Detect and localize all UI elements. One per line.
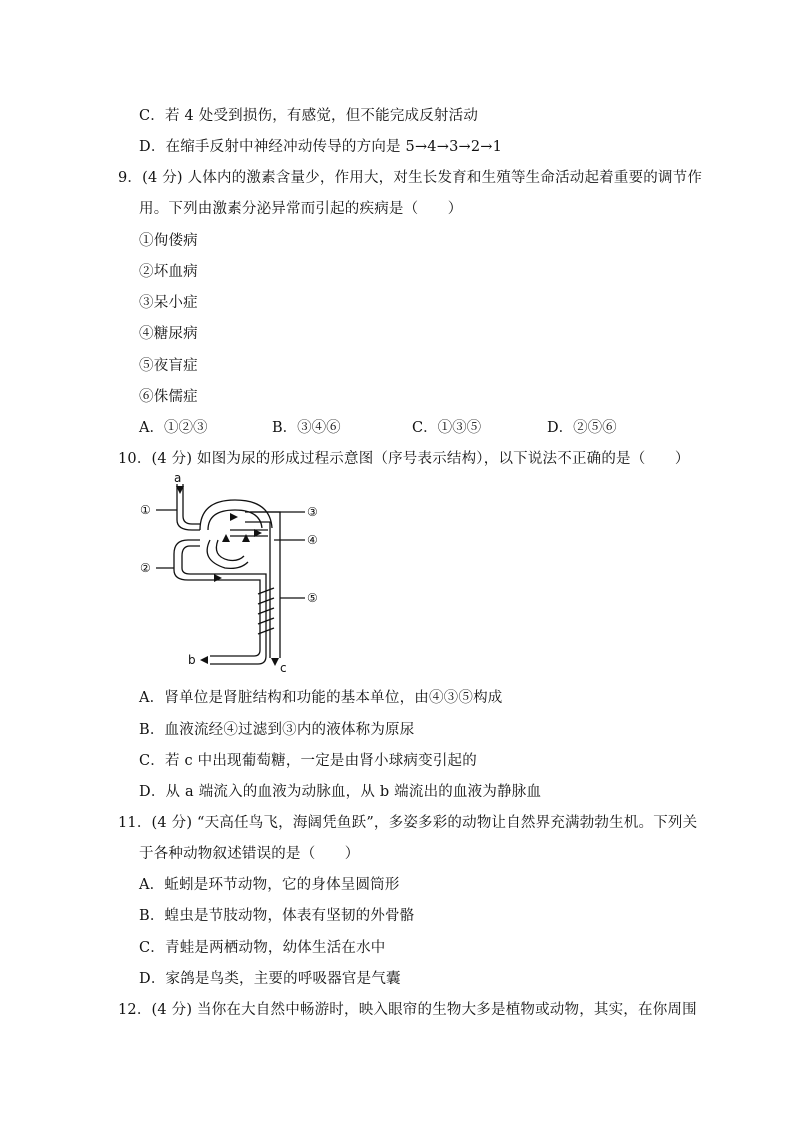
q11-option-d: D．家鸽是鸟类，主要的呼吸器官是气囊 — [139, 971, 401, 987]
q9-item-5: ⑤夜盲症 — [139, 358, 198, 374]
q9-choice-b: B．③④⑥ — [272, 420, 341, 436]
q11-option-c: C．青蛙是两栖动物，幼体生活在水中 — [139, 940, 386, 956]
q9-item-2: ②坏血病 — [139, 264, 198, 280]
q9-choice-d: D．②⑤⑥ — [547, 420, 617, 436]
q9-item-4: ④糖尿病 — [139, 326, 198, 342]
q11-option-a: A．蚯蚓是环节动物，它的身体呈圆筒形 — [139, 877, 400, 893]
q10-option-d: D．从 a 端流入的血液为动脉血，从 b 端流出的血液为静脉血 — [139, 784, 542, 800]
q9-choice-a: A．①②③ — [139, 420, 208, 436]
q11-stem-line2: 于各种动物叙述错误的是（ ） — [139, 846, 360, 862]
label-2: ② — [140, 561, 151, 575]
nephron-diagram — [130, 470, 340, 675]
q9-item-1: ①佝偻病 — [139, 233, 198, 249]
collecting-path — [245, 512, 280, 658]
q10-option-c: C．若 c 中出现葡萄糖，一定是由肾小球病变引起的 — [139, 753, 477, 769]
q9-stem-line1: 9．(4 分) 人体内的激素含量少，作用大，对生长发育和生殖等生命活动起着重要的调节作 — [118, 170, 703, 186]
letter-c: c — [280, 661, 287, 675]
bowman-capsule-lower — [207, 540, 248, 568]
label-1: ① — [140, 503, 151, 517]
q8-option-d: D．在缩手反射中神经冲动传导的方向是 5→4→3→2→1 — [139, 139, 503, 155]
q12-stem-line1: 12．(4 分) 当你在大自然中畅游时，映入眼帘的生物大多是植物或动物，其实，在你周围 — [118, 1002, 697, 1018]
q10-stem: 10．(4 分) 如图为尿的形成过程示意图（序号表示结构），以下说法不正确的是（ ） — [118, 451, 690, 467]
q9-item-6: ⑥侏儒症 — [139, 389, 198, 405]
q9-choice-c: C．①③⑤ — [412, 420, 482, 436]
label-5: ⑤ — [307, 591, 318, 605]
q9-stem-line2: 用。下列由激素分泌异常而引起的疾病是（ ） — [139, 201, 463, 217]
q11-stem-line1: 11．(4 分) “天高任鸟飞，海阔凭鱼跃”，多姿多彩的动物让自然界充满勃勃生机。下列关 — [118, 815, 698, 831]
letter-b: b — [188, 653, 196, 667]
q10-option-b: B．血液流经④过滤到③内的液体称为原尿 — [139, 722, 415, 738]
letter-a: a — [174, 471, 182, 485]
q8-option-c: C．若 4 处受到损伤，有感觉，但不能完成反射活动 — [139, 108, 479, 124]
q9-item-3: ③呆小症 — [139, 295, 198, 311]
renal-tubule — [174, 540, 260, 656]
label-3: ③ — [307, 505, 318, 519]
q10-option-a: A．肾单位是肾脏结构和功能的基本单位，由④③⑤构成 — [139, 690, 503, 706]
label-4: ④ — [307, 533, 318, 547]
q11-option-b: B．蝗虫是节肢动物，体表有坚韧的外骨骼 — [139, 908, 415, 924]
